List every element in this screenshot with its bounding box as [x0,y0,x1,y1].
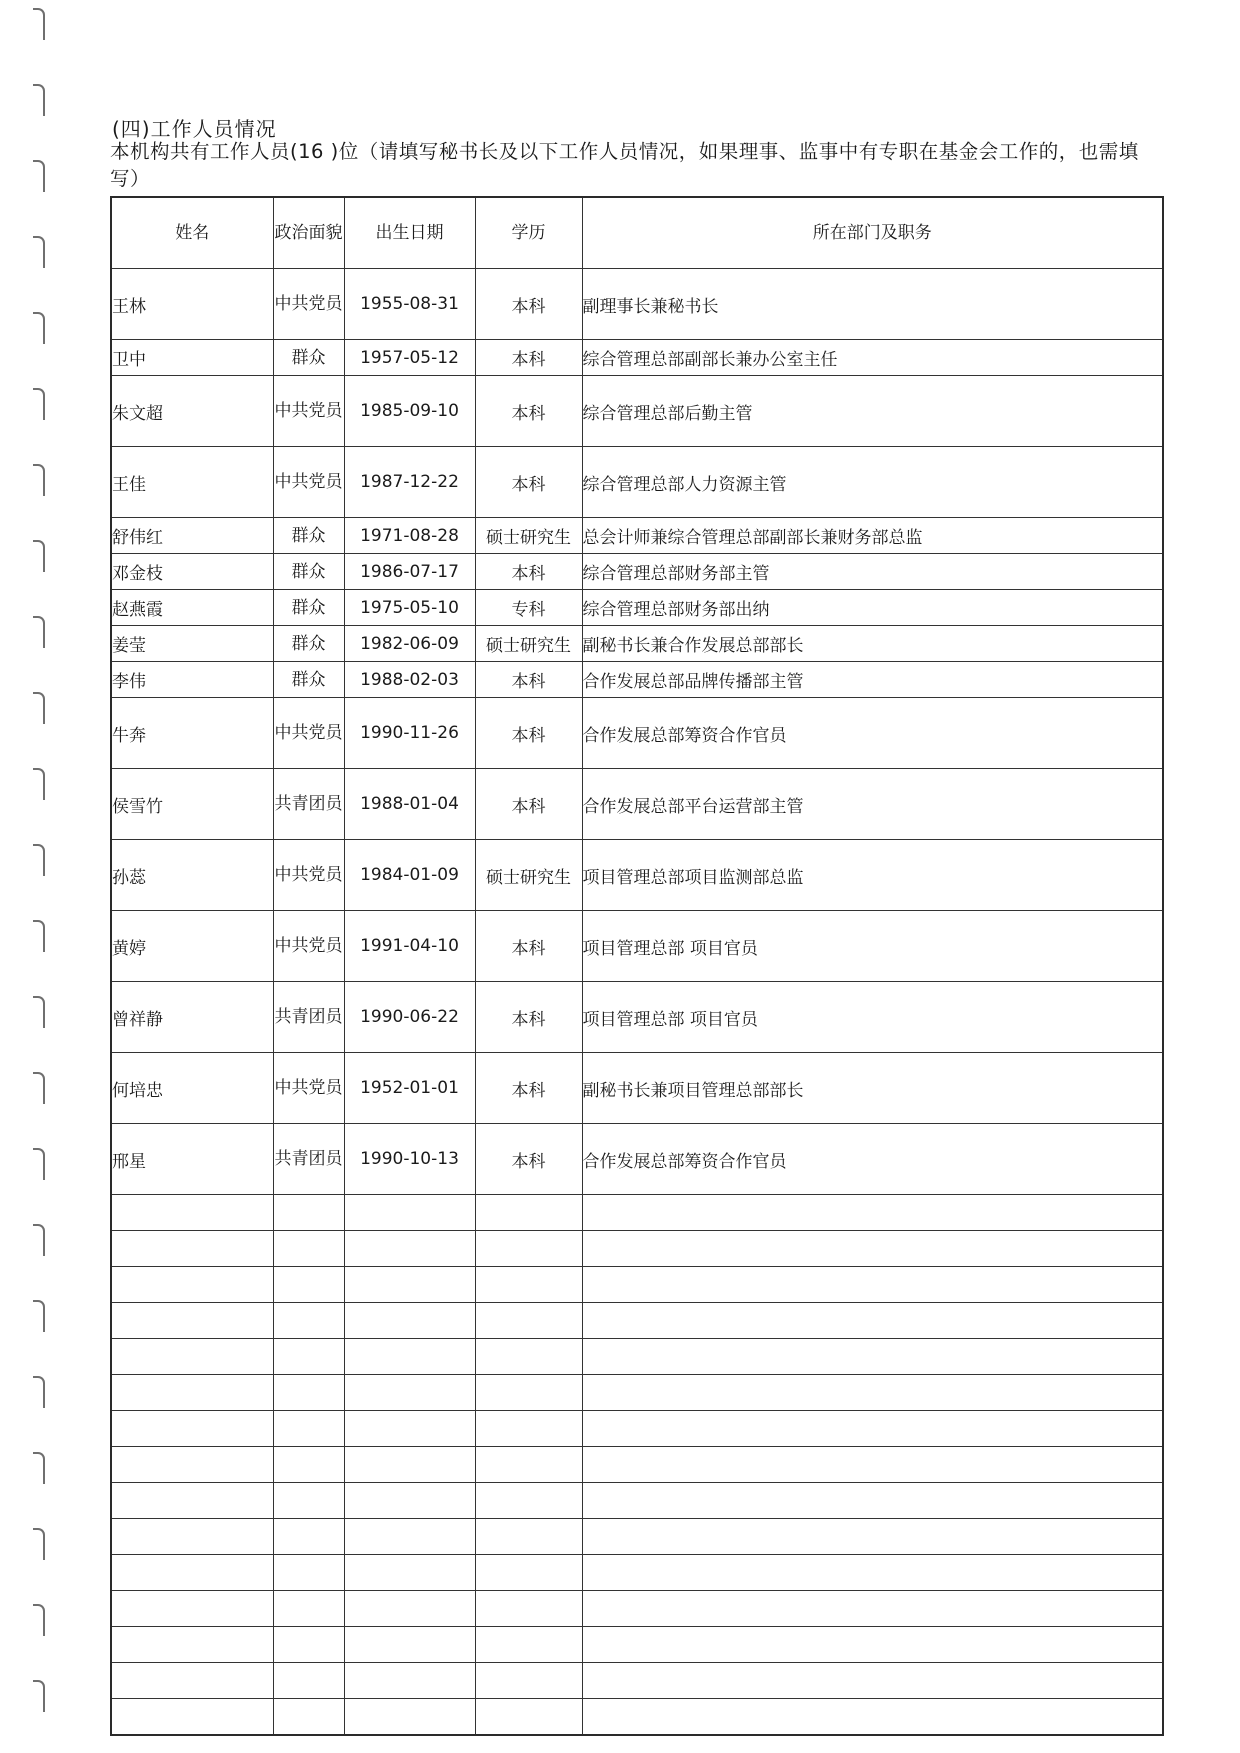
empty-cell [273,1195,344,1231]
binding-hole-mark [33,1604,45,1636]
empty-cell [273,1375,344,1411]
cell-name: 王佳 [111,447,273,518]
empty-cell [273,1483,344,1519]
cell-name: 黄婷 [111,911,273,982]
binding-hole-mark [33,1224,45,1256]
table-row [111,340,1163,376]
table-row [111,698,1163,769]
empty-cell [344,1303,475,1339]
empty-cell [344,1663,475,1699]
table-row [111,554,1163,590]
cell-political: 群众 [273,590,344,626]
empty-cell [273,1267,344,1303]
empty-cell [582,1267,1163,1303]
empty-cell [344,1411,475,1447]
cell-dob: 1975-05-10 [344,590,475,626]
binding-hole-mark [33,1148,45,1180]
empty-cell [582,1195,1163,1231]
cell-edu: 本科 [475,982,582,1053]
binding-hole-mark [33,8,45,40]
cell-edu: 本科 [475,447,582,518]
cell-dob: 1987-12-22 [344,447,475,518]
empty-cell [475,1375,582,1411]
cell-position: 副秘书长兼合作发展总部部长 [582,626,1163,662]
cell-edu: 本科 [475,554,582,590]
cell-position: 副理事长兼秘书长 [582,269,1163,340]
binding-holes [0,0,60,1753]
cell-position: 综合管理总部财务部出纳 [582,590,1163,626]
empty-row [111,1303,1163,1339]
empty-cell [273,1303,344,1339]
empty-cell [111,1339,273,1375]
staff-table [110,196,1164,1736]
header-dob: 出生日期 [344,197,475,269]
empty-cell [344,1375,475,1411]
empty-cell [344,1699,475,1736]
empty-row [111,1195,1163,1231]
intro-before: 本机构共有工作人员( [110,140,299,163]
cell-dob: 1990-06-22 [344,982,475,1053]
table-row [111,518,1163,554]
empty-cell [582,1447,1163,1483]
cell-dob: 1971-08-28 [344,518,475,554]
cell-political: 共青团员 [273,1124,344,1195]
cell-dob: 1990-10-13 [344,1124,475,1195]
empty-cell [273,1411,344,1447]
empty-cell [111,1699,273,1736]
empty-cell [111,1483,273,1519]
empty-cell [475,1591,582,1627]
table-row [111,590,1163,626]
empty-cell [475,1663,582,1699]
cell-position: 综合管理总部人力资源主管 [582,447,1163,518]
binding-hole-mark [33,920,45,952]
cell-edu: 硕士研究生 [475,626,582,662]
table-row [111,662,1163,698]
empty-cell [111,1663,273,1699]
binding-hole-mark [33,844,45,876]
cell-edu: 本科 [475,1124,582,1195]
cell-edu: 硕士研究生 [475,518,582,554]
cell-position: 总会计师兼综合管理总部副部长兼财务部总监 [582,518,1163,554]
binding-hole-mark [33,1072,45,1104]
empty-cell [475,1447,582,1483]
empty-row [111,1231,1163,1267]
cell-name: 曾祥静 [111,982,273,1053]
binding-hole-mark [33,1452,45,1484]
empty-cell [475,1195,582,1231]
empty-cell [273,1339,344,1375]
cell-name: 赵燕霞 [111,590,273,626]
empty-row [111,1627,1163,1663]
empty-cell [273,1627,344,1663]
header-political: 政治面貌 [273,197,344,269]
binding-hole-mark [33,1528,45,1560]
table-row [111,1124,1163,1195]
table-row [111,1053,1163,1124]
table-row [111,376,1163,447]
cell-name: 侯雪竹 [111,769,273,840]
empty-cell [344,1519,475,1555]
empty-row [111,1483,1163,1519]
cell-name: 姜莹 [111,626,273,662]
empty-row [111,1339,1163,1375]
cell-position: 副秘书长兼项目管理总部部长 [582,1053,1163,1124]
cell-political: 中共党员 [273,840,344,911]
empty-cell [582,1303,1163,1339]
empty-cell [111,1627,273,1663]
empty-cell [344,1195,475,1231]
binding-hole-mark [33,1680,45,1712]
empty-cell [273,1663,344,1699]
empty-cell [475,1231,582,1267]
empty-cell [582,1231,1163,1267]
table-body [111,269,1163,1736]
table-row [111,626,1163,662]
cell-position: 项目管理总部项目监测部总监 [582,840,1163,911]
cell-political: 群众 [273,518,344,554]
empty-cell [582,1375,1163,1411]
empty-cell [111,1411,273,1447]
empty-row [111,1663,1163,1699]
empty-cell [344,1627,475,1663]
empty-cell [344,1591,475,1627]
empty-cell [475,1627,582,1663]
cell-dob: 1952-01-01 [344,1053,475,1124]
cell-dob: 1984-01-09 [344,840,475,911]
empty-row [111,1591,1163,1627]
empty-cell [111,1267,273,1303]
staff-count: 16 [298,140,324,163]
empty-cell [111,1519,273,1555]
binding-hole-mark [33,540,45,572]
cell-edu: 本科 [475,698,582,769]
binding-hole-mark [33,236,45,268]
empty-cell [111,1555,273,1591]
empty-cell [111,1195,273,1231]
cell-edu: 本科 [475,911,582,982]
cell-edu: 专科 [475,590,582,626]
empty-cell [273,1231,344,1267]
empty-cell [111,1375,273,1411]
cell-edu: 本科 [475,269,582,340]
section-title: (四)工作人员情况 [112,117,277,141]
cell-dob: 1957-05-12 [344,340,475,376]
empty-cell [111,1303,273,1339]
binding-hole-mark [33,312,45,344]
cell-position: 项目管理总部 项目官员 [582,911,1163,982]
cell-dob: 1985-09-10 [344,376,475,447]
binding-hole-mark [33,84,45,116]
empty-cell [344,1231,475,1267]
empty-cell [582,1699,1163,1736]
empty-row [111,1267,1163,1303]
binding-hole-mark [33,996,45,1028]
empty-cell [582,1411,1163,1447]
cell-edu: 本科 [475,376,582,447]
empty-cell [582,1663,1163,1699]
cell-name: 何培忠 [111,1053,273,1124]
cell-political: 中共党员 [273,698,344,769]
binding-hole-mark [33,1300,45,1332]
cell-name: 朱文超 [111,376,273,447]
cell-dob: 1982-06-09 [344,626,475,662]
table-row [111,769,1163,840]
header-row [111,197,1163,269]
empty-cell [344,1447,475,1483]
table-row [111,269,1163,340]
empty-cell [475,1267,582,1303]
cell-dob: 1955-08-31 [344,269,475,340]
empty-cell [344,1267,475,1303]
cell-edu: 本科 [475,662,582,698]
empty-cell [344,1555,475,1591]
intro-after: )位（请填写秘书长及以下工作人员情况，如果理事、监事中有专职在基金会工作的，也需填写） [110,140,1139,190]
empty-cell [111,1447,273,1483]
empty-cell [582,1339,1163,1375]
cell-dob: 1988-02-03 [344,662,475,698]
table-row [111,911,1163,982]
cell-political: 群众 [273,626,344,662]
cell-political: 群众 [273,662,344,698]
binding-hole-mark [33,1376,45,1408]
empty-cell [582,1483,1163,1519]
cell-name: 孙蕊 [111,840,273,911]
cell-name: 王林 [111,269,273,340]
cell-position: 合作发展总部品牌传播部主管 [582,662,1163,698]
binding-hole-mark [33,464,45,496]
cell-name: 卫中 [111,340,273,376]
empty-row [111,1447,1163,1483]
cell-name: 牛奔 [111,698,273,769]
binding-hole-mark [33,388,45,420]
header-name: 姓名 [111,197,273,269]
empty-cell [582,1555,1163,1591]
cell-edu: 硕士研究生 [475,840,582,911]
empty-row [111,1519,1163,1555]
cell-dob: 1991-04-10 [344,911,475,982]
cell-dob: 1990-11-26 [344,698,475,769]
empty-cell [475,1699,582,1736]
binding-hole-mark [33,768,45,800]
empty-cell [273,1519,344,1555]
cell-position: 综合管理总部后勤主管 [582,376,1163,447]
cell-political: 群众 [273,340,344,376]
cell-position: 项目管理总部 项目官员 [582,982,1163,1053]
empty-cell [582,1627,1163,1663]
cell-position: 合作发展总部筹资合作官员 [582,1124,1163,1195]
cell-edu: 本科 [475,1053,582,1124]
empty-cell [111,1591,273,1627]
cell-position: 综合管理总部财务部主管 [582,554,1163,590]
empty-cell [273,1555,344,1591]
cell-political: 中共党员 [273,269,344,340]
empty-cell [475,1519,582,1555]
binding-hole-mark [33,160,45,192]
empty-cell [273,1591,344,1627]
cell-political: 群众 [273,554,344,590]
empty-cell [475,1303,582,1339]
empty-cell [475,1483,582,1519]
cell-position: 合作发展总部平台运营部主管 [582,769,1163,840]
cell-political: 中共党员 [273,376,344,447]
table-row [111,840,1163,911]
cell-name: 邢星 [111,1124,273,1195]
empty-cell [273,1447,344,1483]
empty-cell [273,1699,344,1736]
cell-dob: 1988-01-04 [344,769,475,840]
cell-political: 中共党员 [273,911,344,982]
header-position: 所在部门及职务 [582,197,1163,269]
table-row [111,982,1163,1053]
empty-cell [344,1339,475,1375]
cell-position: 合作发展总部筹资合作官员 [582,698,1163,769]
empty-row [111,1411,1163,1447]
empty-row [111,1375,1163,1411]
cell-political: 中共党员 [273,447,344,518]
cell-political: 中共党员 [273,1053,344,1124]
cell-name: 邓金枝 [111,554,273,590]
cell-political: 共青团员 [273,769,344,840]
cell-political: 共青团员 [273,982,344,1053]
empty-row [111,1555,1163,1591]
cell-dob: 1986-07-17 [344,554,475,590]
empty-cell [582,1591,1163,1627]
empty-cell [475,1555,582,1591]
cell-name: 李伟 [111,662,273,698]
header-edu: 学历 [475,197,582,269]
cell-edu: 本科 [475,340,582,376]
empty-cell [582,1519,1163,1555]
cell-name: 舒伟红 [111,518,273,554]
empty-cell [111,1231,273,1267]
binding-hole-mark [33,616,45,648]
empty-cell [344,1483,475,1519]
cell-position: 综合管理总部副部长兼办公室主任 [582,340,1163,376]
empty-cell [475,1339,582,1375]
empty-row [111,1699,1163,1736]
cell-edu: 本科 [475,769,582,840]
intro-text [110,138,1160,192]
table-row [111,447,1163,518]
empty-cell [475,1411,582,1447]
binding-hole-mark [33,692,45,724]
